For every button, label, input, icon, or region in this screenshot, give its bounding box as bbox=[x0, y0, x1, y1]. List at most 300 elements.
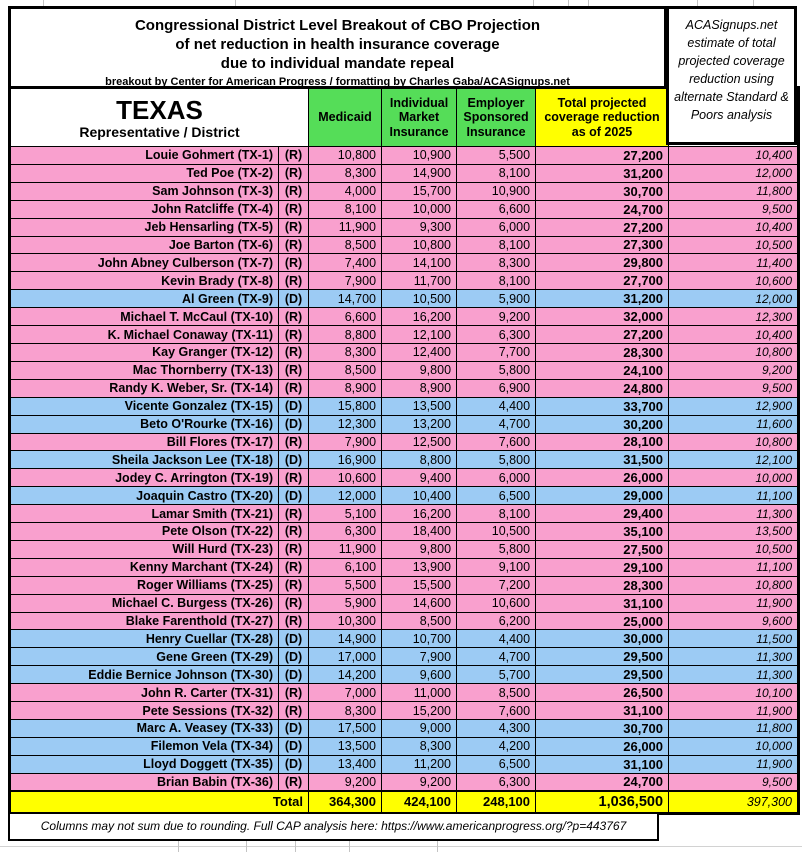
individual-market-cell: 10,000 bbox=[382, 200, 457, 218]
employer-sponsored-cell: 8,100 bbox=[457, 164, 536, 182]
employer-sponsored-cell: 5,800 bbox=[457, 361, 536, 379]
alternate-estimate-cell: 11,900 bbox=[669, 594, 799, 612]
gridline-tick bbox=[295, 841, 296, 852]
total-projected-cell: 31,100 bbox=[536, 594, 669, 612]
title-line-3: due to individual mandate repeal bbox=[220, 55, 455, 72]
representative-name-cell: Michael T. McCaul (TX-10) bbox=[10, 308, 279, 326]
medicaid-cell: 7,900 bbox=[309, 272, 382, 290]
medicaid-cell: 8,800 bbox=[309, 326, 382, 344]
medicaid-cell: 8,300 bbox=[309, 343, 382, 361]
representative-name-cell: John R. Carter (TX-31) bbox=[10, 684, 279, 702]
party-cell: (R) bbox=[279, 540, 309, 558]
alternate-estimate-cell: 11,400 bbox=[669, 254, 799, 272]
party-cell: (R) bbox=[279, 702, 309, 720]
table-row bbox=[10, 648, 799, 666]
individual-market-cell: 10,800 bbox=[382, 236, 457, 254]
total-projected-cell: 31,500 bbox=[536, 451, 669, 469]
table-row bbox=[10, 361, 799, 379]
alternate-estimate-cell: 11,300 bbox=[669, 648, 799, 666]
party-cell: (R) bbox=[279, 147, 309, 165]
alternate-estimate-cell: 13,500 bbox=[669, 523, 799, 541]
medicaid-cell: 11,900 bbox=[309, 540, 382, 558]
table-row bbox=[10, 576, 799, 594]
individual-market-cell: 13,500 bbox=[382, 397, 457, 415]
representative-name-cell: Brian Babin (TX-36) bbox=[10, 773, 279, 791]
representative-name-cell: Mac Thornberry (TX-13) bbox=[10, 361, 279, 379]
total-projected-cell: 29,100 bbox=[536, 558, 669, 576]
total-projected-cell: 27,500 bbox=[536, 540, 669, 558]
total-projected-cell: 29,000 bbox=[536, 487, 669, 505]
representative-name-cell: Sheila Jackson Lee (TX-18) bbox=[10, 451, 279, 469]
employer-sponsored-cell: 6,500 bbox=[457, 487, 536, 505]
total-projected-cell: 26,500 bbox=[536, 684, 669, 702]
employer-sponsored-cell: 8,100 bbox=[457, 236, 536, 254]
alternate-estimate-cell: 10,800 bbox=[669, 576, 799, 594]
employer-sponsored-cell: 4,300 bbox=[457, 720, 536, 738]
table-row bbox=[10, 343, 799, 361]
alternate-estimate-cell: 12,300 bbox=[669, 308, 799, 326]
representative-name-cell: Randy K. Weber, Sr. (TX-14) bbox=[10, 379, 279, 397]
representative-name-cell: Kevin Brady (TX-8) bbox=[10, 272, 279, 290]
representative-name-cell: Beto O'Rourke (TX-16) bbox=[10, 415, 279, 433]
individual-market-cell: 9,400 bbox=[382, 469, 457, 487]
individual-market-cell: 12,100 bbox=[382, 326, 457, 344]
individual-market-cell: 9,000 bbox=[382, 720, 457, 738]
party-cell: (D) bbox=[279, 648, 309, 666]
representative-name-cell: John Abney Culberson (TX-7) bbox=[10, 254, 279, 272]
representative-name-cell: Lloyd Doggett (TX-35) bbox=[10, 755, 279, 773]
individual-market-cell: 10,500 bbox=[382, 290, 457, 308]
representative-name-cell: Vicente Gonzalez (TX-15) bbox=[10, 397, 279, 415]
total-projected-cell: 1,036,500 bbox=[536, 791, 669, 813]
employer-sponsored-cell: 6,000 bbox=[457, 218, 536, 236]
total-projected-cell: 30,700 bbox=[536, 720, 669, 738]
individual-market-cell: 15,200 bbox=[382, 702, 457, 720]
employer-sponsored-cell: 6,300 bbox=[457, 326, 536, 344]
employer-sponsored-cell: 7,600 bbox=[457, 433, 536, 451]
party-cell: (R) bbox=[279, 361, 309, 379]
employer-sponsored-cell: 7,600 bbox=[457, 702, 536, 720]
individual-market-cell: 11,200 bbox=[382, 755, 457, 773]
alternate-estimate-note: ACASignups.net estimate of total projected coverage reduction using alternate Standard & Poors analysis bbox=[666, 6, 797, 145]
total-projected-cell: 31,200 bbox=[536, 164, 669, 182]
employer-sponsored-cell: 4,700 bbox=[457, 415, 536, 433]
table-row bbox=[10, 147, 799, 165]
table-row bbox=[10, 666, 799, 684]
table-row bbox=[10, 684, 799, 702]
total-projected-cell: 26,000 bbox=[536, 737, 669, 755]
total-projected-cell: 28,300 bbox=[536, 343, 669, 361]
total-projected-cell: 24,100 bbox=[536, 361, 669, 379]
medicaid-cell: 6,600 bbox=[309, 308, 382, 326]
medicaid-cell: 17,500 bbox=[309, 720, 382, 738]
party-cell: (D) bbox=[279, 720, 309, 738]
representative-name-cell: Gene Green (TX-29) bbox=[10, 648, 279, 666]
gridline-tick bbox=[349, 841, 350, 852]
state-title: TEXAS bbox=[116, 94, 203, 125]
individual-market-cell: 10,900 bbox=[382, 147, 457, 165]
alternate-estimate-cell: 10,400 bbox=[669, 218, 799, 236]
medicaid-cell: 10,800 bbox=[309, 147, 382, 165]
title-box bbox=[8, 6, 667, 86]
total-label-cell: Total bbox=[10, 791, 309, 813]
total-projected-cell: 35,100 bbox=[536, 523, 669, 541]
party-cell: (R) bbox=[279, 594, 309, 612]
individual-market-cell: 8,500 bbox=[382, 612, 457, 630]
total-projected-cell: 29,800 bbox=[536, 254, 669, 272]
district-tbody bbox=[10, 147, 799, 792]
alternate-estimate-cell: 11,900 bbox=[669, 702, 799, 720]
column-header-total-projected: Total projected coverage reduction as of 2025 bbox=[536, 88, 669, 147]
total-projected-cell: 33,700 bbox=[536, 397, 669, 415]
state-header-cell bbox=[10, 88, 309, 147]
alternate-estimate-cell: 10,000 bbox=[669, 469, 799, 487]
table-row bbox=[10, 290, 799, 308]
footer-note: Columns may not sum due to rounding. Full CAP analysis here: https://www.americanprogress.org/?p=443767 bbox=[8, 812, 659, 841]
total-projected-cell: 29,500 bbox=[536, 666, 669, 684]
total-projected-cell: 31,100 bbox=[536, 755, 669, 773]
individual-market-cell: 8,300 bbox=[382, 737, 457, 755]
total-projected-cell: 27,200 bbox=[536, 326, 669, 344]
employer-sponsored-cell: 9,200 bbox=[457, 308, 536, 326]
alternate-estimate-cell: 12,000 bbox=[669, 290, 799, 308]
representative-name-cell: K. Michael Conaway (TX-11) bbox=[10, 326, 279, 344]
medicaid-cell: 13,400 bbox=[309, 755, 382, 773]
medicaid-cell: 16,900 bbox=[309, 451, 382, 469]
party-cell: (R) bbox=[279, 218, 309, 236]
medicaid-cell: 6,300 bbox=[309, 523, 382, 541]
party-cell: (R) bbox=[279, 773, 309, 791]
party-cell: (R) bbox=[279, 200, 309, 218]
total-estimate-cell: 397,300 bbox=[669, 791, 799, 813]
table-row bbox=[10, 755, 799, 773]
party-cell: (D) bbox=[279, 290, 309, 308]
gridline-tick bbox=[178, 841, 179, 852]
table-row bbox=[10, 433, 799, 451]
total-projected-cell: 27,700 bbox=[536, 272, 669, 290]
medicaid-cell: 6,100 bbox=[309, 558, 382, 576]
party-cell: (R) bbox=[279, 558, 309, 576]
medicaid-cell: 8,500 bbox=[309, 361, 382, 379]
representative-name-cell: Ted Poe (TX-2) bbox=[10, 164, 279, 182]
table-row bbox=[10, 540, 799, 558]
representative-name-cell: Marc A. Veasey (TX-33) bbox=[10, 720, 279, 738]
individual-market-cell: 9,200 bbox=[382, 773, 457, 791]
employer-sponsored-cell: 9,100 bbox=[457, 558, 536, 576]
party-cell: (R) bbox=[279, 308, 309, 326]
table-row bbox=[10, 164, 799, 182]
employer-sponsored-cell: 8,300 bbox=[457, 254, 536, 272]
total-projected-cell: 27,300 bbox=[536, 236, 669, 254]
title-credit: breakout by Center for American Progress / formatting by Charles Gaba/ACASignups.net bbox=[105, 76, 570, 88]
individual-market-cell: 10,700 bbox=[382, 630, 457, 648]
total-individual-cell: 424,100 bbox=[382, 791, 457, 813]
medicaid-cell: 8,100 bbox=[309, 200, 382, 218]
representative-name-cell: Will Hurd (TX-23) bbox=[10, 540, 279, 558]
medicaid-cell: 8,500 bbox=[309, 236, 382, 254]
alternate-estimate-cell: 10,400 bbox=[669, 326, 799, 344]
total-projected-cell: 27,200 bbox=[536, 218, 669, 236]
table-row bbox=[10, 469, 799, 487]
table-row bbox=[10, 773, 799, 791]
representative-name-cell: Lamar Smith (TX-21) bbox=[10, 505, 279, 523]
individual-market-cell: 8,800 bbox=[382, 451, 457, 469]
individual-market-cell: 14,600 bbox=[382, 594, 457, 612]
total-projected-cell: 24,800 bbox=[536, 379, 669, 397]
party-cell: (D) bbox=[279, 755, 309, 773]
representative-name-cell: Michael C. Burgess (TX-26) bbox=[10, 594, 279, 612]
employer-sponsored-cell: 7,200 bbox=[457, 576, 536, 594]
total-projected-cell: 30,700 bbox=[536, 182, 669, 200]
table-row bbox=[10, 182, 799, 200]
table-row bbox=[10, 200, 799, 218]
table-row bbox=[10, 254, 799, 272]
medicaid-cell: 7,400 bbox=[309, 254, 382, 272]
employer-sponsored-cell: 6,300 bbox=[457, 773, 536, 791]
table-row bbox=[10, 397, 799, 415]
table-row bbox=[10, 505, 799, 523]
employer-sponsored-cell: 6,600 bbox=[457, 200, 536, 218]
alternate-estimate-cell: 10,100 bbox=[669, 684, 799, 702]
table-row bbox=[10, 218, 799, 236]
total-row bbox=[10, 791, 799, 813]
employer-sponsored-cell: 8,500 bbox=[457, 684, 536, 702]
alternate-estimate-cell: 9,200 bbox=[669, 361, 799, 379]
table-row bbox=[10, 737, 799, 755]
representative-name-cell: Blake Farenthold (TX-27) bbox=[10, 612, 279, 630]
district-table bbox=[8, 86, 800, 815]
alternate-estimate-cell: 10,400 bbox=[669, 147, 799, 165]
party-cell: (R) bbox=[279, 469, 309, 487]
table-row bbox=[10, 594, 799, 612]
alternate-estimate-cell: 9,500 bbox=[669, 200, 799, 218]
table-row bbox=[10, 236, 799, 254]
alternate-estimate-cell: 11,600 bbox=[669, 415, 799, 433]
individual-market-cell: 16,200 bbox=[382, 308, 457, 326]
party-cell: (D) bbox=[279, 666, 309, 684]
employer-sponsored-cell: 4,700 bbox=[457, 648, 536, 666]
individual-market-cell: 10,400 bbox=[382, 487, 457, 505]
representative-name-cell: Al Green (TX-9) bbox=[10, 290, 279, 308]
alternate-estimate-cell: 11,900 bbox=[669, 755, 799, 773]
alternate-estimate-cell: 11,100 bbox=[669, 487, 799, 505]
gridline-tick bbox=[437, 841, 438, 852]
individual-market-cell: 11,000 bbox=[382, 684, 457, 702]
representative-name-cell: Filemon Vela (TX-34) bbox=[10, 737, 279, 755]
employer-sponsored-cell: 5,800 bbox=[457, 540, 536, 558]
alternate-estimate-cell: 10,500 bbox=[669, 540, 799, 558]
party-cell: (R) bbox=[279, 164, 309, 182]
alternate-estimate-cell: 12,100 bbox=[669, 451, 799, 469]
total-medicaid-cell: 364,300 bbox=[309, 791, 382, 813]
total-projected-cell: 29,500 bbox=[536, 648, 669, 666]
medicaid-cell: 5,100 bbox=[309, 505, 382, 523]
medicaid-cell: 12,000 bbox=[309, 487, 382, 505]
employer-sponsored-cell: 4,400 bbox=[457, 397, 536, 415]
alternate-estimate-cell: 9,600 bbox=[669, 612, 799, 630]
representative-name-cell: Jeb Hensarling (TX-5) bbox=[10, 218, 279, 236]
alternate-estimate-cell: 11,300 bbox=[669, 505, 799, 523]
table-row bbox=[10, 326, 799, 344]
alternate-estimate-cell: 12,000 bbox=[669, 164, 799, 182]
total-projected-cell: 29,400 bbox=[536, 505, 669, 523]
party-cell: (R) bbox=[279, 182, 309, 200]
gridline-tick bbox=[246, 841, 247, 852]
state-subtitle: Representative / District bbox=[79, 123, 240, 140]
table-row bbox=[10, 272, 799, 290]
medicaid-cell: 10,600 bbox=[309, 469, 382, 487]
total-projected-cell: 24,700 bbox=[536, 200, 669, 218]
representative-name-cell: Kay Granger (TX-12) bbox=[10, 343, 279, 361]
employer-sponsored-cell: 5,700 bbox=[457, 666, 536, 684]
employer-sponsored-cell: 10,600 bbox=[457, 594, 536, 612]
representative-name-cell: Kenny Marchant (TX-24) bbox=[10, 558, 279, 576]
alternate-estimate-cell: 9,500 bbox=[669, 773, 799, 791]
individual-market-cell: 11,700 bbox=[382, 272, 457, 290]
medicaid-cell: 5,900 bbox=[309, 594, 382, 612]
individual-market-cell: 7,900 bbox=[382, 648, 457, 666]
individual-market-cell: 9,300 bbox=[382, 218, 457, 236]
total-projected-cell: 25,000 bbox=[536, 612, 669, 630]
medicaid-cell: 5,500 bbox=[309, 576, 382, 594]
party-cell: (R) bbox=[279, 576, 309, 594]
alternate-estimate-cell: 11,300 bbox=[669, 666, 799, 684]
individual-market-cell: 15,500 bbox=[382, 576, 457, 594]
title-line-2: of net reduction in health insurance coverage bbox=[175, 36, 500, 53]
table-row bbox=[10, 308, 799, 326]
total-projected-cell: 28,300 bbox=[536, 576, 669, 594]
table-row bbox=[10, 720, 799, 738]
title-line-1: Congressional District Level Breakout of CBO Projection bbox=[134, 17, 541, 34]
total-projected-cell: 28,100 bbox=[536, 433, 669, 451]
medicaid-cell: 14,900 bbox=[309, 630, 382, 648]
total-projected-cell: 26,000 bbox=[536, 469, 669, 487]
employer-sponsored-cell: 5,900 bbox=[457, 290, 536, 308]
individual-market-cell: 14,900 bbox=[382, 164, 457, 182]
party-cell: (R) bbox=[279, 326, 309, 344]
individual-market-cell: 14,100 bbox=[382, 254, 457, 272]
medicaid-cell: 17,000 bbox=[309, 648, 382, 666]
medicaid-cell: 15,800 bbox=[309, 397, 382, 415]
individual-market-cell: 13,900 bbox=[382, 558, 457, 576]
alternate-estimate-cell: 11,500 bbox=[669, 630, 799, 648]
party-cell: (D) bbox=[279, 415, 309, 433]
individual-market-cell: 9,600 bbox=[382, 666, 457, 684]
medicaid-cell: 8,900 bbox=[309, 379, 382, 397]
alternate-estimate-cell: 11,800 bbox=[669, 182, 799, 200]
table-row bbox=[10, 451, 799, 469]
party-cell: (R) bbox=[279, 343, 309, 361]
total-projected-cell: 30,000 bbox=[536, 630, 669, 648]
party-cell: (D) bbox=[279, 630, 309, 648]
party-cell: (R) bbox=[279, 433, 309, 451]
total-projected-cell: 30,200 bbox=[536, 415, 669, 433]
column-header-medicaid: Medicaid bbox=[309, 88, 382, 147]
medicaid-cell: 11,900 bbox=[309, 218, 382, 236]
column-header-individual-market: Individual Market Insurance bbox=[382, 88, 457, 147]
alternate-estimate-cell: 11,100 bbox=[669, 558, 799, 576]
table-row bbox=[10, 612, 799, 630]
table-row bbox=[10, 558, 799, 576]
employer-sponsored-cell: 8,100 bbox=[457, 272, 536, 290]
employer-sponsored-cell: 4,200 bbox=[457, 737, 536, 755]
table-row bbox=[10, 630, 799, 648]
individual-market-cell: 9,800 bbox=[382, 540, 457, 558]
table-row bbox=[10, 523, 799, 541]
total-projected-cell: 31,100 bbox=[536, 702, 669, 720]
medicaid-cell: 8,300 bbox=[309, 702, 382, 720]
medicaid-cell: 14,700 bbox=[309, 290, 382, 308]
employer-sponsored-cell: 7,700 bbox=[457, 343, 536, 361]
alternate-estimate-cell: 12,900 bbox=[669, 397, 799, 415]
representative-name-cell: Bill Flores (TX-17) bbox=[10, 433, 279, 451]
party-cell: (R) bbox=[279, 272, 309, 290]
party-cell: (R) bbox=[279, 684, 309, 702]
medicaid-cell: 8,300 bbox=[309, 164, 382, 182]
employer-sponsored-cell: 8,100 bbox=[457, 505, 536, 523]
party-cell: (D) bbox=[279, 451, 309, 469]
table-row bbox=[10, 415, 799, 433]
party-cell: (R) bbox=[279, 236, 309, 254]
party-cell: (D) bbox=[279, 737, 309, 755]
party-cell: (R) bbox=[279, 523, 309, 541]
total-projected-cell: 24,700 bbox=[536, 773, 669, 791]
alternate-estimate-cell: 10,000 bbox=[669, 737, 799, 755]
employer-sponsored-cell: 10,500 bbox=[457, 523, 536, 541]
party-cell: (R) bbox=[279, 612, 309, 630]
representative-name-cell: Eddie Bernice Johnson (TX-30) bbox=[10, 666, 279, 684]
employer-sponsored-cell: 6,000 bbox=[457, 469, 536, 487]
medicaid-cell: 10,300 bbox=[309, 612, 382, 630]
total-projected-cell: 27,200 bbox=[536, 147, 669, 165]
table-row bbox=[10, 379, 799, 397]
total-projected-cell: 32,000 bbox=[536, 308, 669, 326]
table-row bbox=[10, 702, 799, 720]
alternate-estimate-cell: 10,800 bbox=[669, 343, 799, 361]
total-projected-cell: 31,200 bbox=[536, 290, 669, 308]
representative-name-cell: Jodey C. Arrington (TX-19) bbox=[10, 469, 279, 487]
individual-market-cell: 18,400 bbox=[382, 523, 457, 541]
party-cell: (D) bbox=[279, 487, 309, 505]
individual-market-cell: 8,900 bbox=[382, 379, 457, 397]
employer-sponsored-cell: 5,800 bbox=[457, 451, 536, 469]
medicaid-cell: 9,200 bbox=[309, 773, 382, 791]
party-cell: (R) bbox=[279, 379, 309, 397]
representative-name-cell: Louie Gohmert (TX-1) bbox=[10, 147, 279, 165]
medicaid-cell: 14,200 bbox=[309, 666, 382, 684]
individual-market-cell: 9,800 bbox=[382, 361, 457, 379]
representative-name-cell: Henry Cuellar (TX-28) bbox=[10, 630, 279, 648]
alternate-estimate-cell: 10,600 bbox=[669, 272, 799, 290]
table-row bbox=[10, 487, 799, 505]
employer-sponsored-cell: 4,400 bbox=[457, 630, 536, 648]
medicaid-cell: 13,500 bbox=[309, 737, 382, 755]
medicaid-cell: 7,900 bbox=[309, 433, 382, 451]
gridline-horizontal bbox=[0, 846, 802, 847]
employer-sponsored-cell: 5,500 bbox=[457, 147, 536, 165]
party-cell: (D) bbox=[279, 397, 309, 415]
alternate-estimate-cell: 9,500 bbox=[669, 379, 799, 397]
individual-market-cell: 12,500 bbox=[382, 433, 457, 451]
alternate-estimate-cell: 10,800 bbox=[669, 433, 799, 451]
employer-sponsored-cell: 6,900 bbox=[457, 379, 536, 397]
representative-name-cell: Sam Johnson (TX-3) bbox=[10, 182, 279, 200]
alternate-estimate-cell: 11,800 bbox=[669, 720, 799, 738]
representative-name-cell: Joaquin Castro (TX-20) bbox=[10, 487, 279, 505]
individual-market-cell: 16,200 bbox=[382, 505, 457, 523]
representative-name-cell: Roger Williams (TX-25) bbox=[10, 576, 279, 594]
column-header-employer-sponsored: Employer Sponsored Insurance bbox=[457, 88, 536, 147]
